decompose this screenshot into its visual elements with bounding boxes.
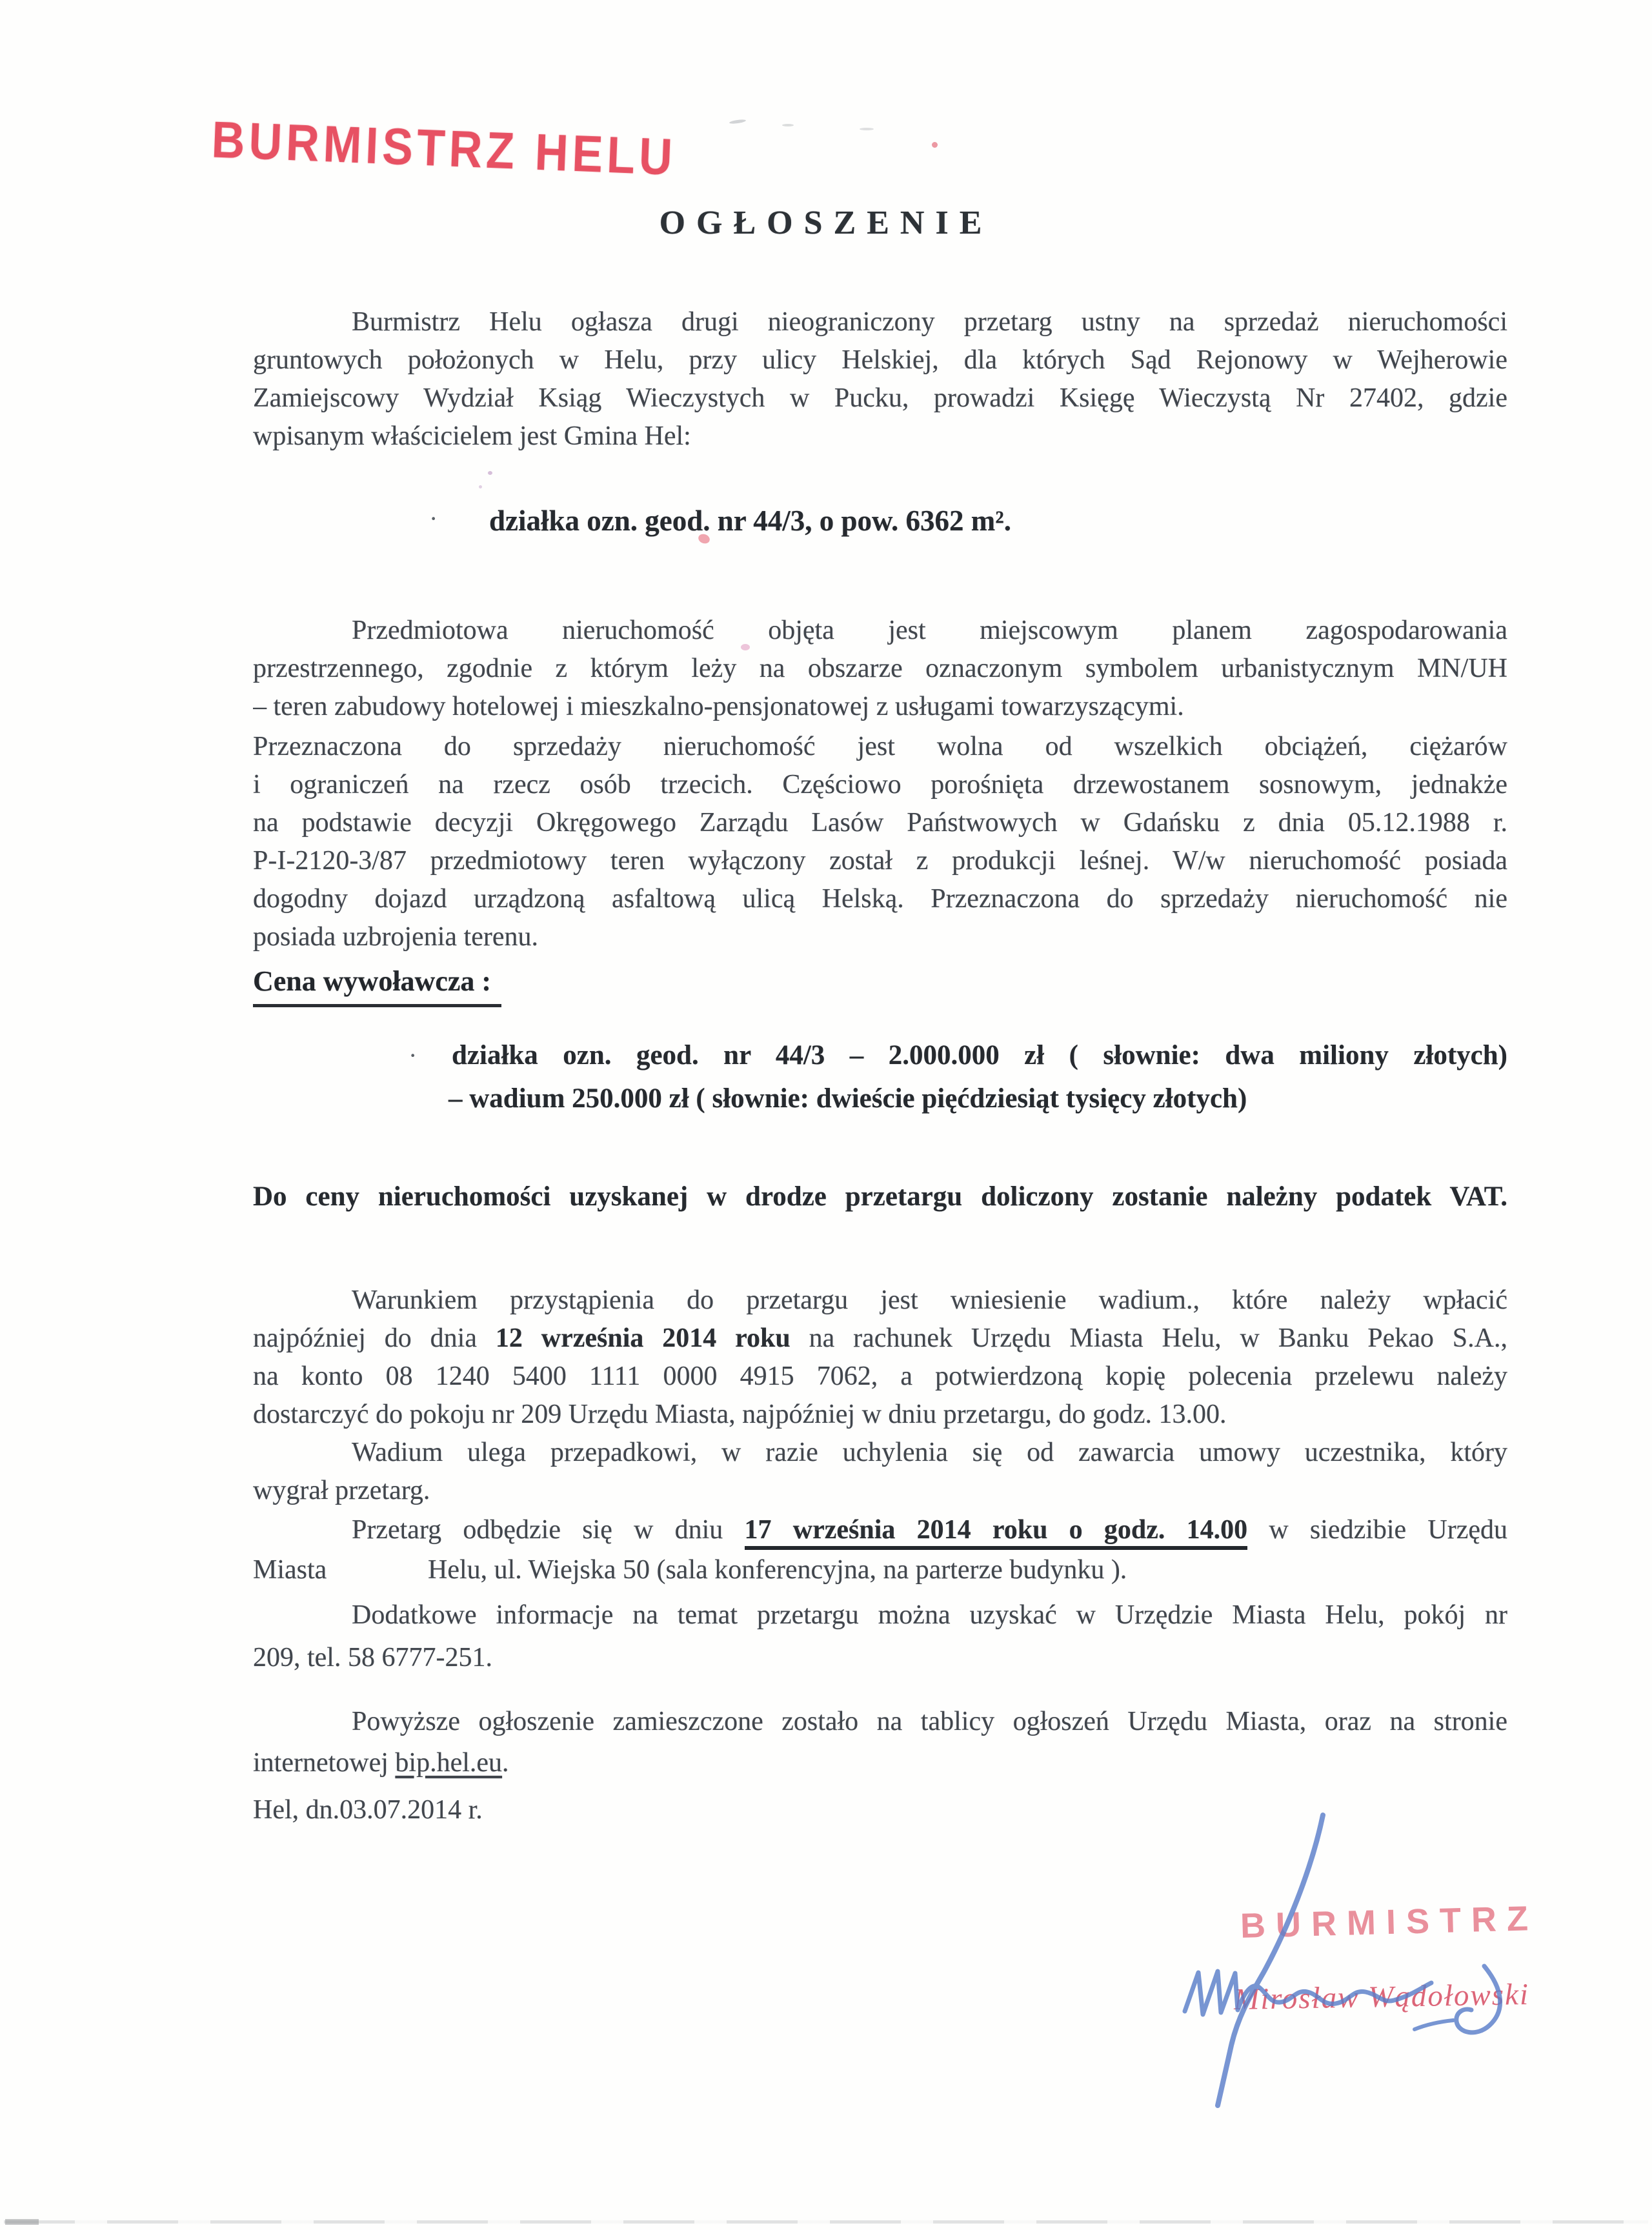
plan-line-3: – teren zabudowy hotelowej i mieszkalno-pensjonatowej z usługami towarzyszącymi.	[253, 692, 1184, 721]
state-line-1: Przeznaczona do sprzedaży nieruchomość jest wolna od wszelkich obciążeń, ciężarów	[253, 732, 1507, 761]
terms-line-2-post: na rachunek Urzędu Miasta Helu, w Banku Pekao S.A.,	[809, 1323, 1507, 1353]
price-bullet: ·	[408, 1041, 418, 1070]
intro-line-2: gruntowych położonych w Helu, przy ulicy Helskiej, dla których Sąd Rejonowy w Wejherowie	[253, 345, 1507, 375]
scan-artifact-dash	[860, 128, 874, 130]
intro-paragraph	[253, 303, 1507, 456]
auction-line-1-pre: Przetarg odbędzie się w dniu	[352, 1515, 723, 1545]
scan-edge-strip	[4, 2220, 1648, 2224]
parcel-description: działka ozn. geod. nr 44/3, o pow. 6362 m².	[489, 505, 1011, 537]
auction-line-1	[253, 1510, 1507, 1550]
auction-paragraph	[253, 1510, 1507, 1590]
info-paragraph	[253, 1594, 1507, 1679]
state-line-3: na podstawie decyzji Okręgowego Zarządu Lasów Państwowych w Gdańsku z dnia 05.12.1988 r.	[253, 808, 1507, 838]
scan-artifact-red-dot	[932, 142, 938, 148]
forfeit-paragraph	[253, 1434, 1507, 1510]
price-line-1: działka ozn. geod. nr 44/3 – 2.000.000 zł ( słownie: dwa miliony złotych)	[452, 1040, 1507, 1070]
terms-line-1: Warunkiem przystąpienia do przetargu jest wniesienie wadium., które należy wpłacić	[352, 1285, 1507, 1315]
plan-line-2: przestrzennego, zgodnie z którym leży na obszarze oznaczonym symbolem urbanistycznym MN/UH	[253, 654, 1507, 683]
state-line-4: P-I-2120-3/87 przedmiotowy teren wyłączony został z produkcji leśnej. W/w nieruchomość posiada	[253, 846, 1507, 876]
posted-line-2-dot: .	[502, 1748, 509, 1778]
terms-line-4: dostarczyć do pokoju nr 209 Urzędu Miasta, najpóźniej w dniu przetargu, do godz. 13.00.	[253, 1400, 1227, 1429]
intro-line-1: Burmistrz Helu ogłasza drugi nieograniczony przetarg ustny na sprzedaż nieruchomości	[352, 307, 1507, 337]
intro-line-4: wpisanym właścicielem jest Gmina Hel:	[253, 421, 691, 451]
scan-artifact-purple-dot	[488, 471, 492, 475]
scan-artifact-pink-dot	[741, 644, 750, 650]
info-line-2-phone: 209, tel. 58 6777-251.	[253, 1643, 492, 1672]
price-line-2: – wadium 250.000 zł ( słownie: dwieście pięćdziesiąt tysięcy złotych)	[448, 1083, 1247, 1114]
auction-line-1-post: w siedzibie Urzędu	[1269, 1515, 1507, 1545]
terms-line-2	[253, 1320, 1507, 1358]
posted-line-1: Powyższe ogłoszenie zamieszczone zostało na tablicy ogłoszeń Urzędu Miasta, oraz na stronie	[352, 1707, 1507, 1736]
state-line-5: dogodny dojazd urządzoną asfaltową ulicą Helską. Przeznaczona do sprzedaży nieruchomość nie	[253, 884, 1507, 914]
scan-artifact-purple-dot	[479, 485, 482, 488]
auction-line-2	[253, 1550, 1507, 1590]
handwritten-signature-strokes	[1123, 1803, 1575, 2139]
price-section-heading: Cena wywoławcza :	[253, 965, 501, 1007]
state-line-6: posiada uzbrojenia terenu.	[253, 922, 538, 952]
forfeit-line-1: Wadium ulega przepadkowi, w razie uchylenia się od zawarcia umowy uczestnika, który	[352, 1438, 1507, 1467]
plan-line-1: Przedmiotowa nieruchomość objęta jest miejscowym planem zagospodarowania	[352, 616, 1507, 645]
scan-artifact-dash	[782, 124, 794, 126]
parcel-bullet: ·	[429, 504, 438, 533]
vat-line: Do ceny nieruchomości uzyskanej w drodze przetargu doliczony zostanie należny podatek VAT.	[253, 1181, 1507, 1212]
vat-note	[253, 1178, 1507, 1216]
parcel-item	[253, 502, 1507, 547]
place-date-line: Hel, dn.03.07.2014 r.	[253, 1795, 483, 1825]
posted-paragraph	[253, 1701, 1507, 1783]
website-link: bip.hel.eu	[395, 1748, 503, 1778]
scan-artifact-dash	[729, 119, 746, 125]
info-line-1: Dodatkowe informacje na temat przetargu można uzyskać w Urzędzie Miasta Helu, pokój nr	[352, 1600, 1507, 1630]
terms-line-3-bank-account: na konto 08 1240 5400 1111 0000 4915 7062, a potwierdzoną kopię polecenia przelewu należy	[253, 1361, 1507, 1391]
price-item	[253, 1034, 1507, 1120]
state-line-2: i ograniczeń na rzecz osób trzecich. Częściowo porośnięta drzewostanem sosnowym, jednakże	[253, 770, 1507, 799]
terms-paragraph	[253, 1281, 1507, 1434]
posted-line-2-pre: internetowej	[253, 1748, 388, 1778]
forfeit-line-2: wygrał przetarg.	[253, 1476, 430, 1505]
posted-line-2	[253, 1742, 1507, 1783]
plan-paragraph	[253, 612, 1507, 726]
intro-line-3: Zamiejscowy Wydział Ksiąg Wieczystych w Pucku, prowadzi Księgę Wieczystą Nr 27402, gdzie	[253, 383, 1507, 413]
deposit-deadline-date: 12 września 2014 roku	[495, 1323, 791, 1353]
state-paragraph	[253, 728, 1507, 956]
signature-name-stamp: Mirosław Wądołowski	[1233, 1978, 1530, 2016]
auction-venue: Helu, ul. Wiejska 50 (sala konferencyjna, na parterze budynku ).	[428, 1555, 1127, 1585]
signature-mayor-stamp: BURMISTRZ	[1240, 1898, 1539, 1946]
terms-line-2-pre: najpóźniej do dnia	[253, 1323, 477, 1353]
scan-edge-strip-cap	[5, 2219, 39, 2225]
mayor-office-stamp: BURMISTRZ HELU	[210, 110, 678, 186]
auction-date: 17 września 2014 roku o godz. 14.00	[745, 1515, 1248, 1550]
auction-line-2-word: Miasta	[253, 1555, 327, 1585]
document-title: OGŁOSZENIE	[659, 205, 993, 241]
